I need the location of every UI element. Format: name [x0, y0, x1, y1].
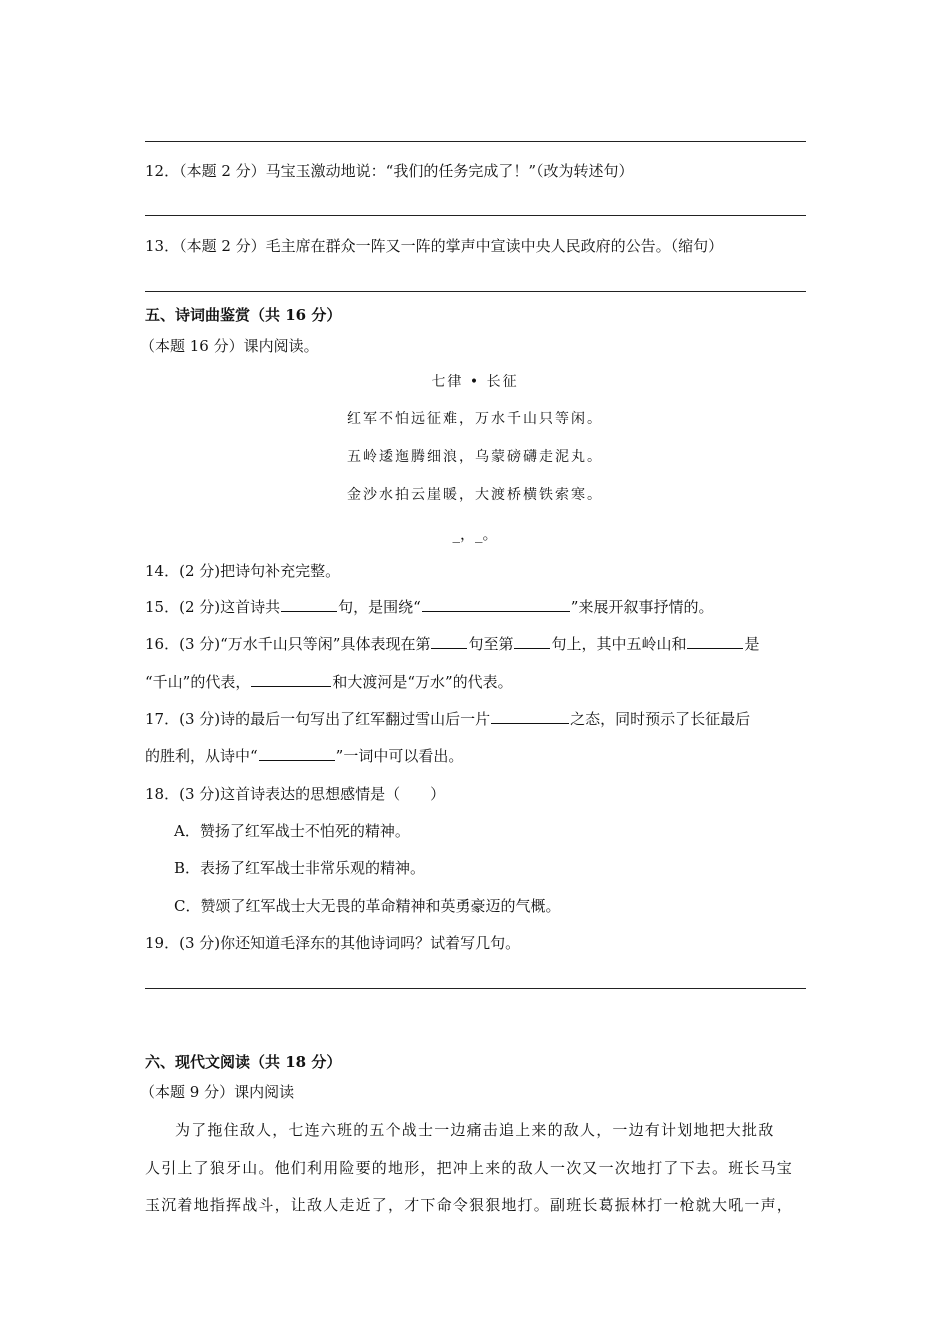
answer-blank[interactable]	[251, 672, 331, 687]
question-13: 13．（本题 2 分）毛主席在群众一阵又一阵的掌声中宣读中央人民政府的公告。（缩句）	[145, 237, 724, 255]
q17-text: 的胜利，从诗中“	[145, 747, 258, 765]
question-16	[145, 634, 760, 654]
q16-text: 16．(3 分)“万水千山只等闲”具体表现在第	[145, 635, 431, 653]
section-6-intro: （本题 9 分）课内阅读	[140, 1083, 295, 1101]
answer-blank[interactable]	[259, 746, 335, 761]
poem-line: 金沙水拍云崖暖，大渡桥横铁索寒。	[347, 487, 603, 503]
option-a[interactable]: A．赞扬了红军战士不怕死的精神。	[174, 822, 410, 840]
answer-line[interactable]	[145, 215, 806, 216]
question-12: 12．（本题 2 分）马宝玉激动地说：“我们的任务完成了！”（改为转述句）	[145, 162, 634, 180]
q17-text: 17．(3 分)诗的最后一句写出了红军翻过雪山后一片	[145, 710, 491, 728]
q17-text: ”一词中可以看出。	[335, 747, 464, 765]
q16-text: 是	[744, 635, 760, 653]
q17-text: 之态，同时预示了长征最后	[570, 710, 751, 728]
answer-blank[interactable]	[431, 634, 467, 649]
section-5-heading: 五、诗词曲鉴赏（共 16 分）	[145, 306, 342, 324]
passage-line: 人引上了狼牙山。他们利用险要的地形，把冲上来的敌人一次又一次地打了下去。班长马宝	[145, 1159, 794, 1177]
q15-text: 句，是围绕“	[338, 598, 421, 616]
question-17	[145, 709, 750, 729]
question-17-cont	[145, 746, 463, 766]
poem-title: 七律 • 长征	[431, 374, 519, 390]
answer-line[interactable]	[145, 291, 806, 292]
answer-blank[interactable]	[514, 634, 550, 649]
poem-fill-blank[interactable]: _，_。	[452, 525, 498, 543]
answer-line[interactable]	[145, 141, 806, 142]
question-15	[145, 597, 713, 617]
q15-text: ”来展开叙事抒情的。	[570, 598, 714, 616]
q15-text: 15．(2 分)这首诗共	[145, 598, 281, 616]
section-5-intro: （本题 16 分）课内阅读。	[140, 337, 319, 355]
poem-line: 五岭逶迤腾细浪，乌蒙磅礴走泥丸。	[347, 449, 603, 465]
q16-text: 和大渡河是“万水”的代表。	[332, 673, 513, 691]
q16-text: 句上，其中五岭山和	[551, 635, 687, 653]
answer-blank[interactable]	[687, 634, 743, 649]
option-c[interactable]: C．赞颂了红军战士大无畏的革命精神和英勇豪迈的气概。	[174, 897, 561, 915]
q16-text: “千山”的代表，	[145, 673, 251, 691]
answer-blank[interactable]	[491, 709, 569, 724]
question-19: 19．(3 分)你还知道毛泽东的其他诗词吗？试着写几句。	[145, 934, 521, 952]
answer-blank[interactable]	[281, 597, 337, 612]
q16-text: 句至第	[468, 635, 514, 653]
passage-line: 玉沉着地指挥战斗，让敌人走近了，才下命令狠狠地打。副班长葛振林打一枪就大吼一声，	[145, 1196, 794, 1214]
answer-line[interactable]	[145, 988, 806, 989]
passage-line: 为了拖住敌人，七连六班的五个战士一边痛击追上来的敌人，一边有计划地把大批敌	[175, 1121, 775, 1139]
option-b[interactable]: B．表扬了红军战士非常乐观的精神。	[174, 859, 426, 877]
answer-blank[interactable]	[422, 597, 570, 612]
question-16-cont	[145, 672, 513, 692]
section-6-heading: 六、现代文阅读（共 18 分）	[145, 1053, 342, 1071]
question-14: 14．(2 分)把诗句补充完整。	[145, 562, 341, 580]
poem-line: 红军不怕远征难，万水千山只等闲。	[347, 411, 603, 427]
question-18: 18．(3 分)这首诗表达的思想感情是（ ）	[145, 785, 446, 803]
